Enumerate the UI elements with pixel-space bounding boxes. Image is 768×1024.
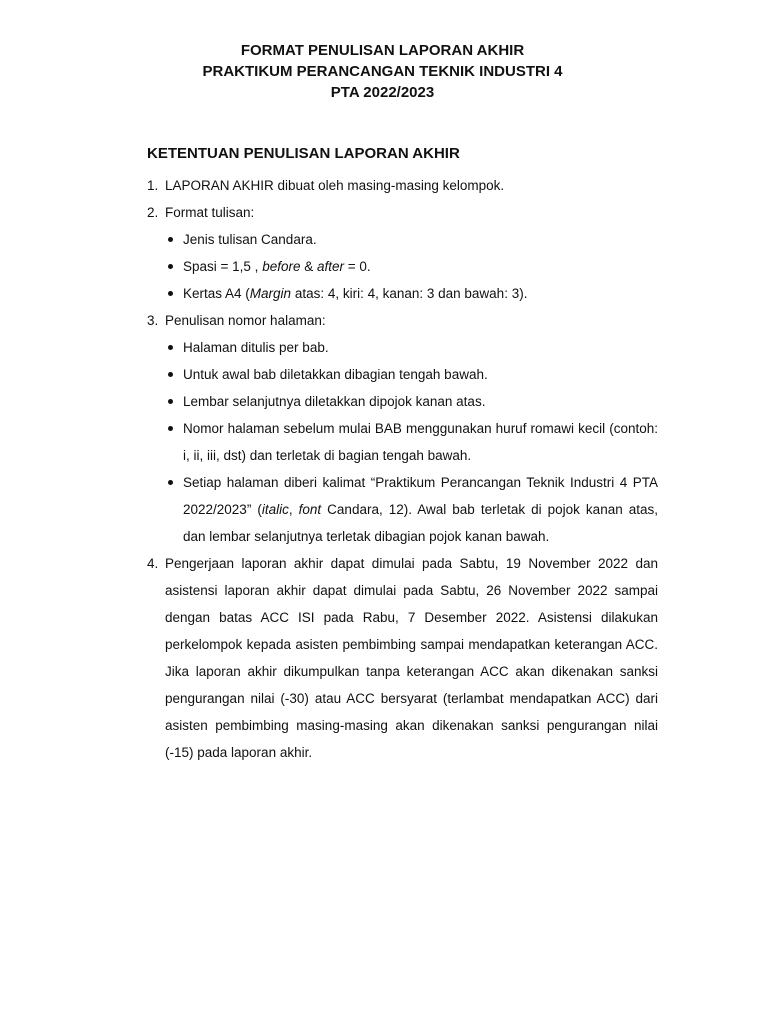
- bullet-item: [165, 253, 658, 280]
- item-text: Pengerjaan laporan akhir dapat dimulai pada Sabtu, 19 November 2022 dan asistensi laporan akhir dapat dimulai pada Sabtu, 26 November 2022 sampai dengan batas ACC ISI pada Rabu, 7 Desember 2022. Asistensi dilakukan perkelompok kepada asisten pembimbing sampai mendapatkan keterangan ACC. Jika laporan akhir dikumpulkan tanpa keterangan ACC akan dikenakan sanksi pengurangan nilai (-30) atau ACC bersyarat (terlambat mendapatkan ACC) dari asisten pembimbing masing-masing akan dikenakan sanksi pengurangan nilai (-15) pada laporan akhir.: [165, 556, 658, 760]
- list-item-1: [147, 172, 658, 199]
- list-item-4: [147, 550, 658, 766]
- bullet-item: [165, 334, 658, 361]
- italic-run: after: [316, 259, 344, 274]
- list-item-3: [147, 307, 658, 550]
- text-run: Candara, 12). Awal bab terletak di pojok kanan atas, dan lembar selanjutnya terletak dibagian pojok kanan bawah.: [183, 502, 658, 544]
- item-text: LAPORAN AKHIR dibuat oleh masing-masing kelompok.: [165, 178, 505, 193]
- bullet-item: [165, 226, 658, 253]
- italic-run: Margin: [249, 286, 292, 301]
- italic-run: before: [262, 259, 301, 274]
- bullet-item: [165, 361, 658, 388]
- list-item-2: [147, 199, 658, 307]
- bullet-icon: [165, 253, 183, 280]
- bullet-list: [165, 226, 658, 307]
- bullet-item: [165, 388, 658, 415]
- bullet-icon: [165, 226, 183, 253]
- item-text: Penulisan nomor halaman:: [165, 313, 326, 328]
- bullet-icon: [165, 280, 183, 307]
- text-run: Kertas A4 (: [183, 286, 250, 301]
- text-run: = 0.: [344, 259, 371, 274]
- item-number: 3.: [147, 313, 159, 328]
- item-number: 4.: [147, 556, 159, 571]
- title-line-3: PTA 2022/2023: [330, 84, 435, 101]
- text-run: atas: 4, kiri: 4, kanan: 3 dan bawah: 3).: [291, 286, 528, 301]
- bullet-item: [165, 415, 658, 469]
- bullet-item: [165, 280, 658, 307]
- rules-list: [147, 172, 658, 766]
- bullet-icon: [165, 469, 183, 550]
- bullet-text: Nomor halaman sebelum mulai BAB menggunakan huruf romawi kecil (contoh: i, ii, iii, dst) dan terletak di bagian tengah bawah.: [183, 421, 658, 463]
- bullet-text: Lembar selanjutnya diletakkan dipojok kanan atas.: [183, 394, 486, 409]
- bullet-icon: [165, 334, 183, 361]
- bullet-text: Jenis tulisan Candara.: [183, 232, 317, 247]
- item-text: Format tulisan:: [165, 205, 255, 220]
- item-number: 1.: [147, 178, 159, 193]
- bullet-text: Untuk awal bab diletakkan dibagian tengah bawah.: [183, 367, 488, 382]
- bullet-text: Halaman ditulis per bab.: [183, 340, 329, 355]
- bullet-icon: [165, 361, 183, 388]
- bullet-item: [165, 469, 658, 550]
- title-line-2: PRAKTIKUM PERANCANGAN TEKNIK INDUSTRI 4: [202, 63, 563, 80]
- italic-run: font: [298, 502, 322, 517]
- bullet-icon: [165, 415, 183, 469]
- italic-run: italic: [261, 502, 289, 517]
- section-heading: KETENTUAN PENULISAN LAPORAN AKHIR: [147, 145, 460, 162]
- text-run: ,: [288, 502, 299, 517]
- item-number: 2.: [147, 205, 159, 220]
- bullet-text: [183, 253, 658, 280]
- bullet-text: [183, 280, 658, 307]
- bullet-icon: [165, 388, 183, 415]
- document-title: [107, 40, 658, 103]
- text-run: &: [300, 259, 317, 274]
- text-run: Setiap halaman diberi kalimat “Praktikum Perancangan Teknik Industri 4 PTA 2022/2023” (: [183, 475, 658, 517]
- bullet-list: [165, 334, 658, 550]
- bullet-text: [183, 469, 658, 550]
- text-run: Spasi = 1,5 ,: [183, 259, 263, 274]
- title-line-1: FORMAT PENULISAN LAPORAN AKHIR: [240, 42, 525, 59]
